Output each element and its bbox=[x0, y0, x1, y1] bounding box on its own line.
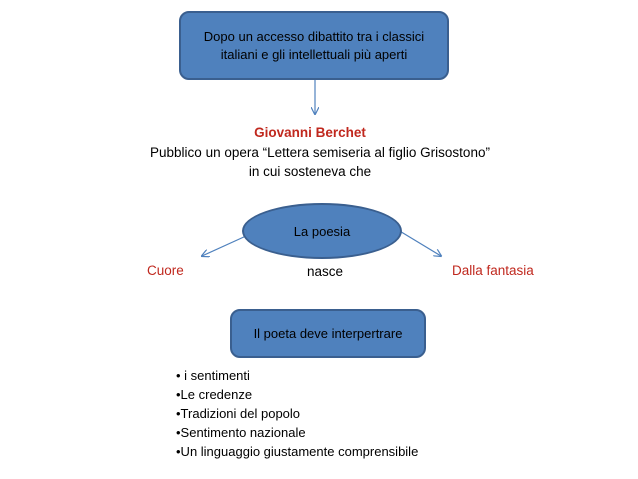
poeta-box bbox=[230, 309, 426, 358]
bullet-list bbox=[176, 366, 418, 461]
list-item: •Le credenze bbox=[176, 387, 253, 402]
berchet-line2: in cui sosteneva che bbox=[248, 164, 372, 179]
list-item: • i sentimenti bbox=[176, 368, 250, 383]
branch-right-fantasia: Dalla fantasia bbox=[452, 263, 534, 278]
top-box bbox=[179, 11, 449, 80]
poeta-label: Il poeta deve interpertrare bbox=[253, 325, 403, 341]
berchet-name: Giovanni Berchet bbox=[254, 125, 366, 140]
poesia-ellipse bbox=[242, 203, 402, 259]
list-item: •Sentimento nazionale bbox=[176, 425, 306, 440]
top-box-line2: italiani e gli intellettuali più aperti bbox=[220, 46, 408, 62]
top-box-line1: Dopo un accesso dibattito tra i classici bbox=[203, 28, 425, 44]
arrow-right bbox=[398, 230, 441, 256]
branch-middle-nasce: nasce bbox=[307, 264, 344, 279]
berchet-line1: Pubblico un opera “Lettera semiseria al figlio Grisostono” bbox=[150, 145, 490, 160]
list-item: •Tradizioni del popolo bbox=[176, 406, 301, 421]
poesia-label: La poesia bbox=[293, 223, 351, 239]
list-item: •Un linguaggio giustamente comprensibile bbox=[176, 444, 419, 459]
arrow-left bbox=[202, 236, 246, 256]
branch-left-cuore: Cuore bbox=[147, 263, 184, 278]
